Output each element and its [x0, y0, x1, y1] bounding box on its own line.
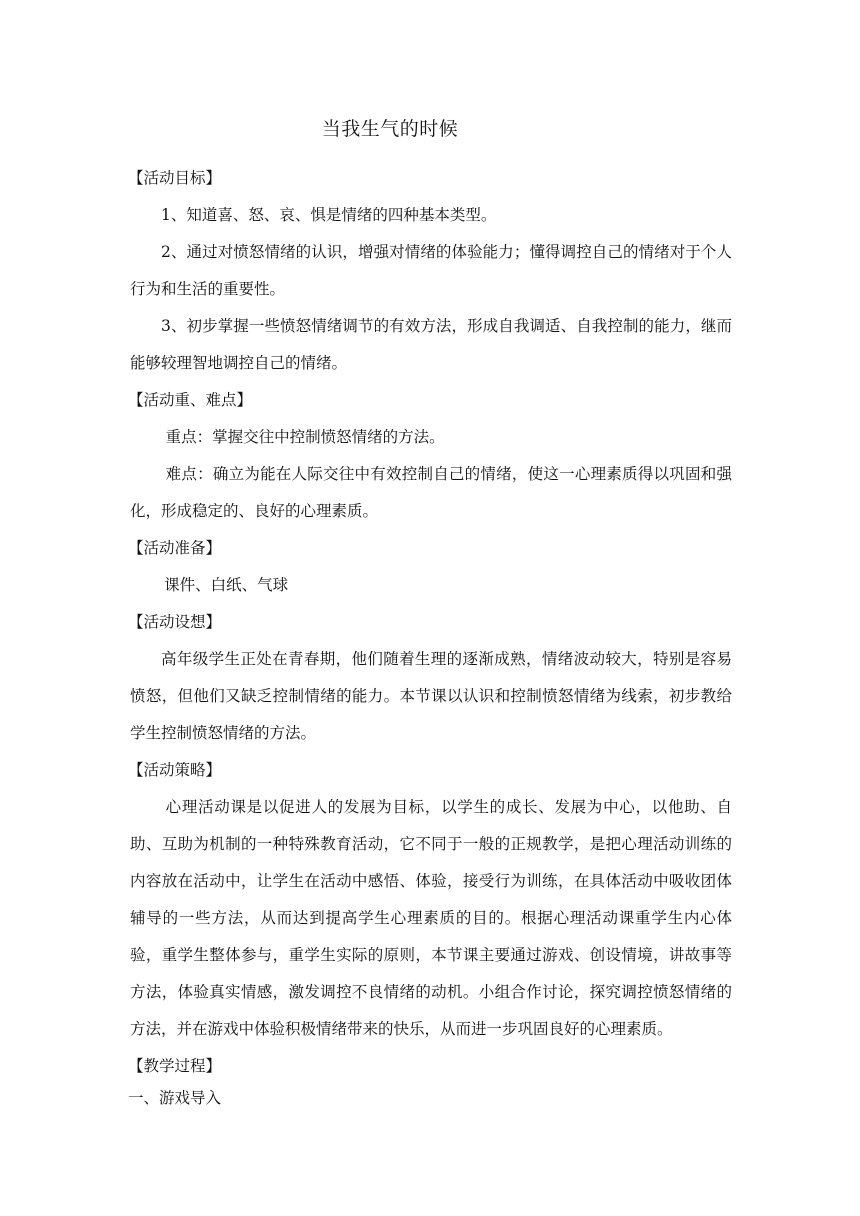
goal-item-1: 1、知道喜、怒、哀、惧是情绪的四种基本类型。	[161, 206, 497, 224]
section-heading-process: 【教学过程】	[128, 1057, 222, 1075]
section-heading-preparation: 【活动准备】	[128, 539, 222, 557]
strategy-paragraph: 心理活动课是以促进人的发展为目标，以学生的成长、发展为中心，以他助、自助、互助为机制的一种特殊教育活动，它不同于一般的正规教学，是把心理活动训练的内容放在活动中，让学生在活动中感悟、体验，接受行为训练，在具体活动中吸收团体辅导的一些方法，从而达到提高学生心理素质的目的。根据心理活动课重学生内心体验，重学生整体参与，重学生实际的原则，本节课主要通过游戏、创设情境，讲故事等方法，体验真实情感，激发调控不良情绪的动机。小组合作讨论，探究调控愤怒情绪的方法，并在游戏中体验积极情绪带来的快乐，从而进一步巩固良好的心理素质。	[130, 798, 732, 1038]
concept-paragraph: 高年级学生正处在青春期，他们随着生理的逐渐成熟，情绪波动较大，特别是容易愤怒，但他们又缺乏控制情绪的能力。本节课以认识和控制愤怒情绪为线索，初步教给学生控制愤怒情绪的方法。	[130, 650, 732, 742]
document-body	[130, 160, 732, 1109]
document-title: 当我生气的时候	[321, 118, 459, 140]
section-heading-key-points: 【活动重、难点】	[128, 391, 253, 409]
process-step-1-heading: 一、游戏导入	[128, 1089, 222, 1107]
key-point-difficulty: 难点：确立为能在人际交往中有效控制自己的情绪，使这一心理素质得以巩固和强化，形成稳定的、良好的心理素质。	[130, 465, 732, 520]
preparation-text: 课件、白纸、气球	[164, 576, 289, 594]
section-heading-concept: 【活动设想】	[128, 613, 222, 631]
section-heading-goals: 【活动目标】	[128, 169, 222, 187]
section-heading-strategy: 【活动策略】	[128, 761, 222, 779]
goal-item-3: 3、初步掌握一些愤怒情绪调节的有效方法，形成自我调适、自我控制的能力，继而能够较理智地调控自己的情绪。	[130, 317, 732, 372]
goal-item-2: 2、通过对愤怒情绪的认识，增强对情绪的体验能力；懂得调控自己的情绪对于个人行为和生活的重要性。	[130, 243, 732, 298]
key-point-focus: 重点：掌握交往中控制愤怒情绪的方法。	[165, 428, 445, 446]
